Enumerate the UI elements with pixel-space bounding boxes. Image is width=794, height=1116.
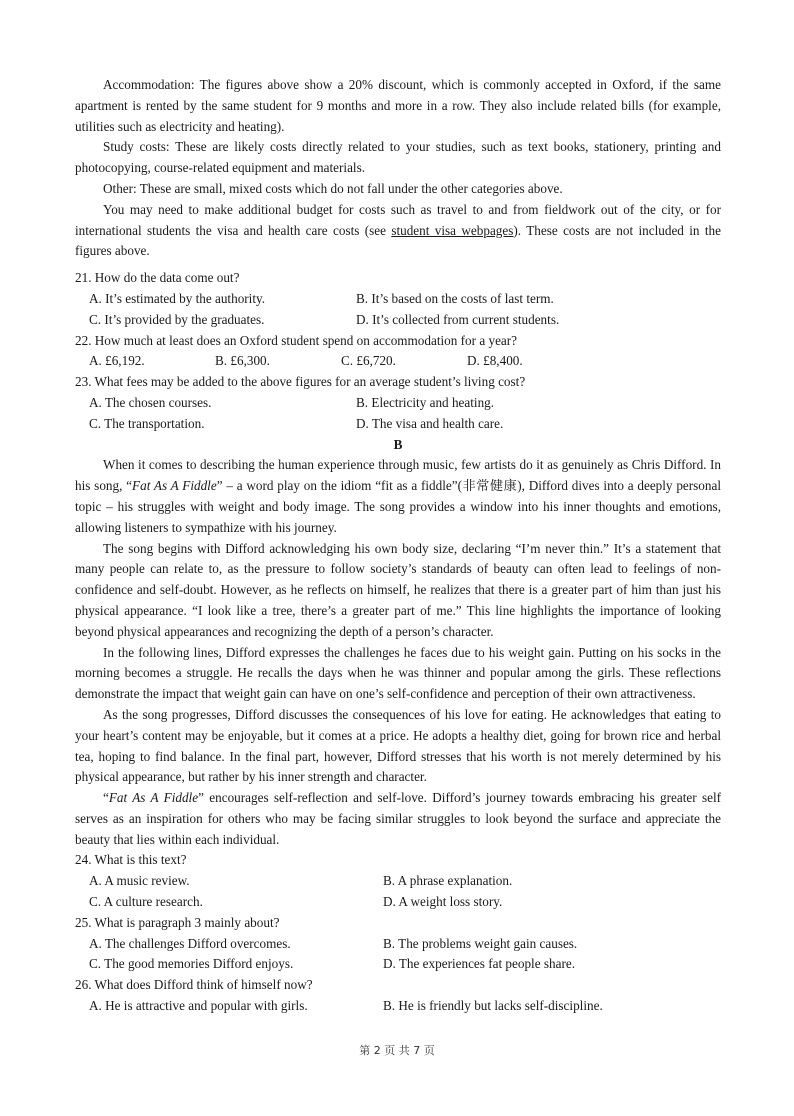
question-23: 23. What fees may be added to the above figures for an average student’s living cost? <box>75 374 526 390</box>
paragraph-text: ). These costs are not included in the figures above. <box>75 222 721 259</box>
page-content <box>75 75 721 1017</box>
option-b: B. It’s based on the costs of last term. <box>356 290 554 306</box>
option-c: C. The transportation. <box>89 415 205 431</box>
question-26-options <box>75 996 721 1017</box>
question-25-options <box>75 954 721 975</box>
option-b: B. The problems weight gain causes. <box>383 935 578 951</box>
song-title: Fat As A Fiddle <box>108 790 199 806</box>
option-a: A. The challenges Difford overcomes. <box>89 935 291 951</box>
question-22-options <box>75 351 721 372</box>
paragraph-accommodation: Accommodation: The figures above show a 20% discount, which is commonly accepted in Oxford, if the same apartment is rented by the same student for 9 months and more in a row. They also include related bills (for example, utilities such as electricity and heating). <box>75 77 721 134</box>
paragraph-b1 <box>75 455 721 538</box>
option-c: C. £6,720. <box>341 353 396 369</box>
question-21-options <box>75 289 721 310</box>
song-title: Fat As A Fiddle <box>132 478 217 494</box>
option-d: D. The visa and health care. <box>356 415 504 431</box>
option-b: B. £6,300. <box>215 353 270 369</box>
option-a: A. The chosen courses. <box>89 394 212 410</box>
option-a: A. A music review. <box>89 873 190 889</box>
paragraph-additional-budget <box>75 200 721 262</box>
option-d: D. A weight loss story. <box>383 894 503 910</box>
question-21: 21. How do the data come out? <box>75 270 240 286</box>
paragraph-other: Other: These are small, mixed costs which do not fall under the other categories above. <box>103 180 563 196</box>
paragraph-b5 <box>75 788 721 850</box>
question-24-options <box>75 871 721 892</box>
option-d: D. The experiences fat people share. <box>383 956 575 972</box>
option-b: B. Electricity and heating. <box>356 394 495 410</box>
option-b: B. A phrase explanation. <box>383 873 513 889</box>
paragraph-b4: As the song progresses, Difford discusses the consequences of his love for eating. He acknowledges that eating to your heart’s content may be enjoyable, but it comes at a price. He adopts a healthy diet, going for brown rice and herbal tea, hoping to find balance. In the final part, however, Difford stresses that his worth is not merely determined by his physical appearance, but rather by his inner strength and character. <box>75 706 721 785</box>
page-number-footer: 第 2 页 共 7 页 <box>359 1044 435 1057</box>
paragraph-b3: In the following lines, Difford expresses the challenges he faces due to his weight gain. Putting on his socks in the morning becomes a struggle. He recalls the days when he was thinner and popular among the girls. These reflections demonstrate the impact that weight gain can have on one’s self-confidence and perception of their own attractiveness. <box>75 644 721 702</box>
question-23-options <box>75 414 721 435</box>
question-26: 26. What does Difford think of himself now? <box>75 977 313 993</box>
paragraph-text: ” – a word play on the idiom “fit as a fiddle”(非常健康), Difford dives into a deeply personal topic – his struggles with weight and body image. The song provides a window into his inner thoughts and emotions, allowing listeners to sympathize with his journey. <box>75 478 721 535</box>
option-a: A. £6,192. <box>89 353 145 369</box>
question-21-options <box>75 310 721 331</box>
question-24: 24. What is this text? <box>75 852 187 868</box>
student-visa-link[interactable]: student visa webpages <box>391 222 514 238</box>
question-22: 22. How much at least does an Oxford student spend on accommodation for a year? <box>75 332 518 348</box>
question-24-options <box>75 892 721 913</box>
option-d: D. It’s collected from current students. <box>356 311 560 327</box>
section-b-title: B <box>393 436 403 452</box>
option-b: B. He is friendly but lacks self-discipline. <box>383 998 603 1014</box>
option-c: C. The good memories Difford enjoys. <box>89 956 294 972</box>
option-a: A. He is attractive and popular with girls. <box>89 998 308 1014</box>
question-25: 25. What is paragraph 3 mainly about? <box>75 914 280 930</box>
option-d: D. £8,400. <box>467 353 523 369</box>
question-23-options <box>75 393 721 414</box>
option-c: C. A culture research. <box>89 894 203 910</box>
paragraph-text: ” encourages self-reflection and self-love. Difford’s journey towards embracing his greater self serves as an inspiration for others who may be facing similar struggles to look beyond the surface and appreciate the beauty that lies within each individual. <box>75 790 722 847</box>
paragraph-study-costs: Study costs: These are likely costs directly related to your studies, such as text books, stationery, printing and photocopying, course-related equipment and materials. <box>75 139 721 176</box>
option-c: C. It’s provided by the graduates. <box>89 311 265 327</box>
paragraph-text: When it comes to describing the human experience through music, few artists do it as genuinely as Chris Difford. In his song, “ <box>75 457 721 494</box>
paragraph-text: You may need to make additional budget for costs such as travel to and from fieldwork out of the city, or for international students the visa and health care costs (see <box>75 201 721 238</box>
paragraph-b2: The song begins with Difford acknowledging his own body size, declaring “I’m never thin.” It’s a statement that many people can relate to, as the pressure to follow society’s standards of beauty can often lead to feelings of non-confidence and self-doubt. However, as he reflects on himself, he realizes that there is a greater part of him than just his physical appearance. “I look like a tree, there’s a greater part of me.” This line highlights the importance of looking beyond physical appearances and recognizing the depth of a person’s character. <box>75 540 721 639</box>
option-a: A. It’s estimated by the authority. <box>89 290 266 306</box>
question-25-options <box>75 934 721 955</box>
paragraph-text: “ <box>103 790 109 806</box>
